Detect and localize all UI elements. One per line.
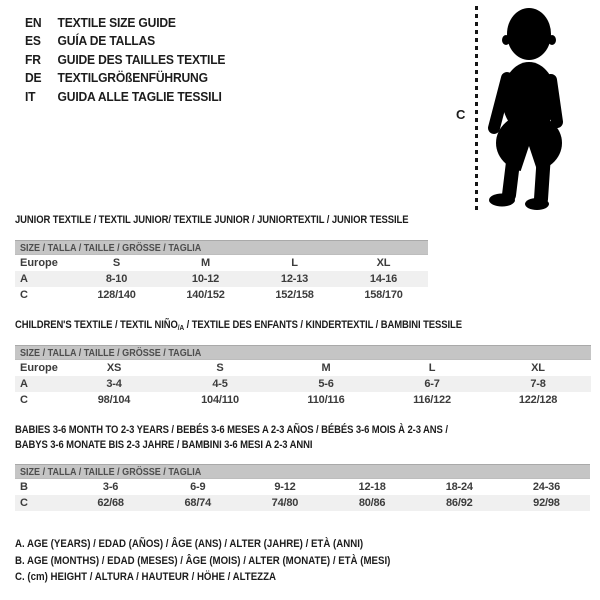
language-header	[25, 13, 240, 106]
table-cell: 62/68	[97, 497, 124, 509]
table-row	[15, 376, 591, 392]
size-header-label: SIZE / TALLA / TAILLE / GRÖSSE / TAGLIA	[20, 346, 202, 359]
table-cell: M	[201, 257, 210, 269]
table-title-subscript: /A	[177, 323, 185, 332]
table-cell: 9-12	[274, 481, 296, 493]
table-cell: 140/152	[186, 289, 225, 301]
table-title-text: BABIES 3-6 MONTH TO 2-3 YEARS / BEBÉS 3-6 MESES A 2-3 AÑOS / BÉBÉS 3-6 MOIS À 2-3 ANS /	[15, 424, 448, 436]
table-cell: 74/80	[271, 497, 299, 509]
babies-textile-table	[15, 423, 590, 511]
table-cell: 122/128	[518, 394, 558, 406]
size-header-bar	[15, 464, 590, 479]
table-cell: 12-18	[358, 481, 386, 493]
table-cell: 4-5	[212, 378, 228, 390]
table-title-text: JUNIOR TEXTILE / TEXTIL JUNIOR/ TEXTILE JUNIOR / JUNIORTEXTIL / JUNIOR TESSILE	[15, 214, 409, 226]
table-cell: 14-16	[369, 273, 398, 285]
table-cell: 3-6	[102, 481, 119, 493]
row-label: Europe	[20, 362, 58, 374]
language-code: ES	[25, 33, 41, 49]
table-title-text: / TEXTILE DES ENFANTS / KINDERTEXTIL / BAMBINI TESSILE	[184, 319, 462, 331]
row-label: C	[20, 497, 28, 509]
table-title	[15, 318, 462, 335]
table-cell: XS	[106, 362, 122, 374]
table-row	[15, 255, 428, 271]
table-cell: 152/158	[275, 289, 314, 301]
junior-textile-table	[15, 213, 428, 303]
row-label: C	[20, 394, 28, 406]
size-header-bar	[15, 240, 428, 255]
table-cell: 10-12	[191, 273, 220, 285]
row-label: Europe	[20, 257, 58, 269]
language-row	[25, 50, 225, 69]
row-label: B	[20, 481, 28, 493]
language-row	[25, 32, 225, 51]
table-title	[15, 438, 312, 453]
footnotes	[15, 536, 442, 586]
table-row	[15, 495, 590, 511]
language-code: DE	[25, 70, 42, 86]
language-label: GUIDE DES TAILLES TEXTILE	[57, 51, 226, 67]
size-header-label: SIZE / TALLA / TAILLE / GRÖSSE / TAGLIA	[20, 241, 202, 254]
language-label: GUÍA DE TALLAS	[57, 33, 156, 49]
language-code: FR	[25, 51, 41, 67]
table-cell: M	[321, 362, 331, 374]
language-code: EN	[25, 14, 42, 30]
table-cell: 110/116	[307, 394, 345, 406]
footnote-line: C. (cm) HEIGHT / ALTURA / HAUTEUR / HÖHE / ALTEZZA	[15, 571, 277, 583]
language-label: TEXTILGRÖßENFÜHRUNG	[57, 70, 208, 86]
table-cell: 104/110	[201, 394, 239, 406]
table-cell: 116/122	[413, 394, 451, 406]
table-cell: 68/74	[184, 497, 212, 509]
table-cell: 98/104	[97, 394, 131, 406]
table-cell: 6-9	[190, 481, 206, 493]
language-label: GUIDA ALLE TAGLIE TESSILI	[57, 88, 222, 104]
table-row	[15, 479, 590, 495]
table-cell: 7-8	[530, 378, 546, 390]
height-measure-dashed-line	[475, 6, 478, 214]
table-cell: S	[112, 257, 121, 269]
size-header-bar	[15, 345, 591, 360]
size-header-label: SIZE / TALLA / TAILLE / GRÖSSE / TAGLIA	[20, 465, 202, 478]
table-row	[15, 360, 591, 376]
height-measure-label: C	[456, 107, 466, 122]
table-cell: S	[216, 362, 224, 374]
table-cell: 128/140	[97, 289, 136, 301]
language-row	[25, 13, 225, 32]
row-label: A	[20, 378, 28, 390]
row-label: C	[20, 289, 28, 301]
table-cell: L	[291, 257, 298, 269]
table-title	[15, 423, 448, 438]
table-title	[15, 213, 408, 228]
language-code: IT	[25, 88, 36, 104]
table-title-text: BABYS 3-6 MONATE BIS 2-3 JAHRE / BAMBINI 3-6 MESI A 2-3 ANNI	[15, 439, 313, 451]
baby-silhouette-icon	[483, 6, 575, 214]
table-cell: XL	[376, 257, 391, 269]
language-label: TEXTILE SIZE GUIDE	[57, 14, 176, 30]
table-cell: 86/92	[446, 497, 473, 509]
table-cell: 158/170	[364, 289, 403, 301]
baby-figure	[455, 2, 600, 217]
table-row	[15, 271, 428, 287]
table-cell: L	[428, 362, 436, 374]
table-cell: 18-24	[445, 481, 473, 493]
childrens-textile-table	[15, 318, 591, 408]
table-row	[15, 392, 591, 408]
footnote-line: A. AGE (YEARS) / EDAD (AÑOS) / ÂGE (ANS) / ALTER (JAHRE) / ETÀ (ANNI)	[15, 538, 364, 550]
table-title-text: CHILDREN'S TEXTILE / TEXTIL NIÑO	[15, 319, 178, 331]
table-row	[15, 287, 428, 303]
table-cell: 12-13	[280, 273, 309, 285]
table-cell: 92/98	[533, 497, 560, 509]
table-cell: 8-10	[105, 273, 128, 285]
language-row	[25, 87, 225, 106]
language-row	[25, 69, 225, 88]
table-cell: 24-36	[532, 481, 561, 493]
table-cell: XL	[531, 362, 545, 374]
table-cell: 6-7	[424, 378, 440, 390]
table-cell: 80/86	[358, 497, 386, 509]
table-cell: 3-4	[106, 378, 122, 390]
footnote-line: B. AGE (MONTHS) / EDAD (MESES) / ÂGE (MOIS) / ALTER (MONATE) / ETÀ (MESI)	[15, 554, 391, 567]
table-cell: 5-6	[318, 378, 334, 390]
row-label: A	[20, 273, 28, 285]
